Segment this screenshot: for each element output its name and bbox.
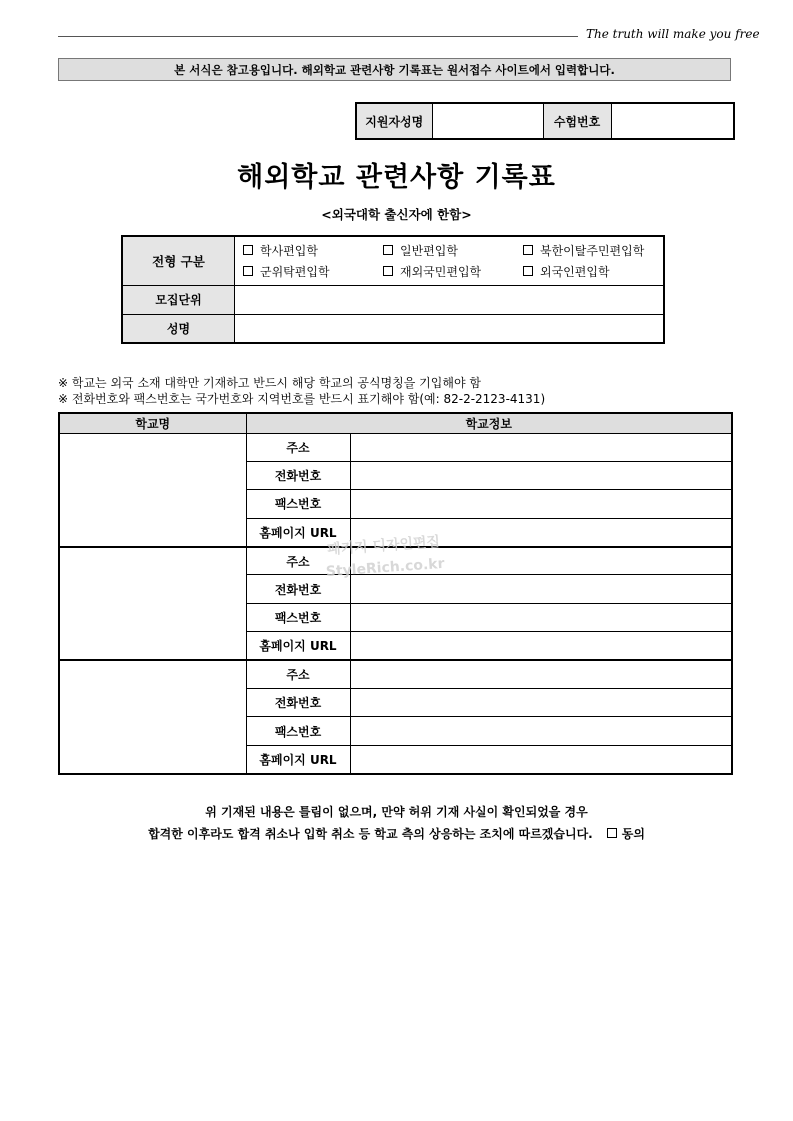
school-name-header: 학교명	[59, 413, 246, 433]
school-info-table	[58, 412, 733, 775]
address-field-1[interactable]	[350, 433, 732, 461]
university-motto: The truth will make you free	[586, 27, 760, 41]
option-overseas-korean-transfer[interactable]: 재외국민편입학	[383, 263, 523, 280]
option-military-transfer[interactable]: 군위탁편입학	[243, 263, 383, 280]
exam-number-field[interactable]	[611, 103, 734, 139]
address-field-3[interactable]	[350, 660, 732, 688]
address-label: 주소	[246, 660, 350, 688]
fax-field-3[interactable]	[350, 717, 732, 745]
homepage-label: 홈페이지 URL	[246, 632, 350, 660]
option-general-transfer[interactable]: 일반편입학	[383, 242, 523, 259]
fax-field-1[interactable]	[350, 490, 732, 518]
checkbox-icon[interactable]	[243, 245, 253, 255]
applicant-id-table	[355, 102, 735, 140]
checkbox-icon[interactable]	[523, 266, 533, 276]
address-label: 주소	[246, 547, 350, 575]
school-name-field-1[interactable]	[59, 433, 246, 547]
name-field[interactable]	[235, 314, 665, 343]
name-label: 성명	[122, 314, 235, 343]
declaration-line-1: 위 기재된 내용은 틀림이 없으며, 만약 허위 기재 사실이 확인되었을 경우	[205, 805, 588, 819]
homepage-field-2[interactable]	[350, 632, 732, 660]
exam-number-label: 수험번호	[543, 103, 611, 139]
admission-type-table	[121, 235, 665, 344]
option-defector-transfer[interactable]: 북한이탈주민편입학	[523, 242, 663, 259]
note-official-name: ※ 학교는 외국 소재 대학만 기재하고 반드시 해당 학교의 공식명칭을 기입해야 함	[58, 376, 481, 390]
agree-label: 동의	[621, 827, 645, 841]
phone-field-3[interactable]	[350, 689, 732, 717]
admission-type-options	[235, 236, 665, 285]
applicant-name-label: 지원자성명	[356, 103, 432, 139]
reference-notice: 본 서식은 참고용입니다. 해외학교 관련사항 기록표는 원서접수 사이트에서 입력합니다.	[58, 58, 731, 81]
recruitment-unit-field[interactable]	[235, 285, 665, 314]
watermark: 패키지 디자인편집 StyleRich.co.kr	[325, 534, 445, 581]
header-rule	[58, 36, 578, 37]
school-name-field-3[interactable]	[59, 660, 246, 774]
note-phone-format: ※ 전화번호와 팩스번호는 국가번호와 지역번호를 반드시 표기해야 함(예: 82-2-2123-4131)	[58, 392, 546, 406]
checkbox-icon[interactable]	[607, 828, 617, 838]
address-label: 주소	[246, 433, 350, 461]
phone-label: 전화번호	[246, 461, 350, 489]
instructions	[58, 375, 545, 407]
checkbox-icon[interactable]	[383, 266, 393, 276]
recruitment-unit-label: 모집단위	[122, 285, 235, 314]
homepage-field-3[interactable]	[350, 745, 732, 773]
fax-field-2[interactable]	[350, 603, 732, 631]
option-bachelor-transfer[interactable]: 학사편입학	[243, 242, 383, 259]
checkbox-icon[interactable]	[383, 245, 393, 255]
phone-label: 전화번호	[246, 689, 350, 717]
applicant-name-field[interactable]	[432, 103, 543, 139]
admission-type-label: 전형 구분	[122, 236, 235, 285]
phone-label: 전화번호	[246, 575, 350, 603]
fax-label: 팩스번호	[246, 490, 350, 518]
agree-option[interactable]	[607, 827, 645, 841]
fax-label: 팩스번호	[246, 603, 350, 631]
phone-field-1[interactable]	[350, 461, 732, 489]
page-subtitle: <외국대학 출신자에 한함>	[321, 207, 472, 222]
fax-label: 팩스번호	[246, 717, 350, 745]
checkbox-icon[interactable]	[243, 266, 253, 276]
homepage-label: 홈페이지 URL	[246, 745, 350, 773]
checkbox-icon[interactable]	[523, 245, 533, 255]
page-title: 해외학교 관련사항 기록표	[237, 162, 556, 193]
phone-field-2[interactable]	[350, 575, 732, 603]
homepage-label: 홈페이지 URL	[246, 518, 350, 546]
declaration-line-2: 합격한 이후라도 합격 취소나 입학 취소 등 학교 측의 상응하는 조치에 따르겠습니다. 동의	[148, 827, 645, 841]
school-info-header: 학교정보	[246, 413, 732, 433]
option-foreigner-transfer[interactable]: 외국인편입학	[523, 263, 663, 280]
school-name-field-2[interactable]	[59, 547, 246, 661]
declaration	[0, 801, 793, 845]
